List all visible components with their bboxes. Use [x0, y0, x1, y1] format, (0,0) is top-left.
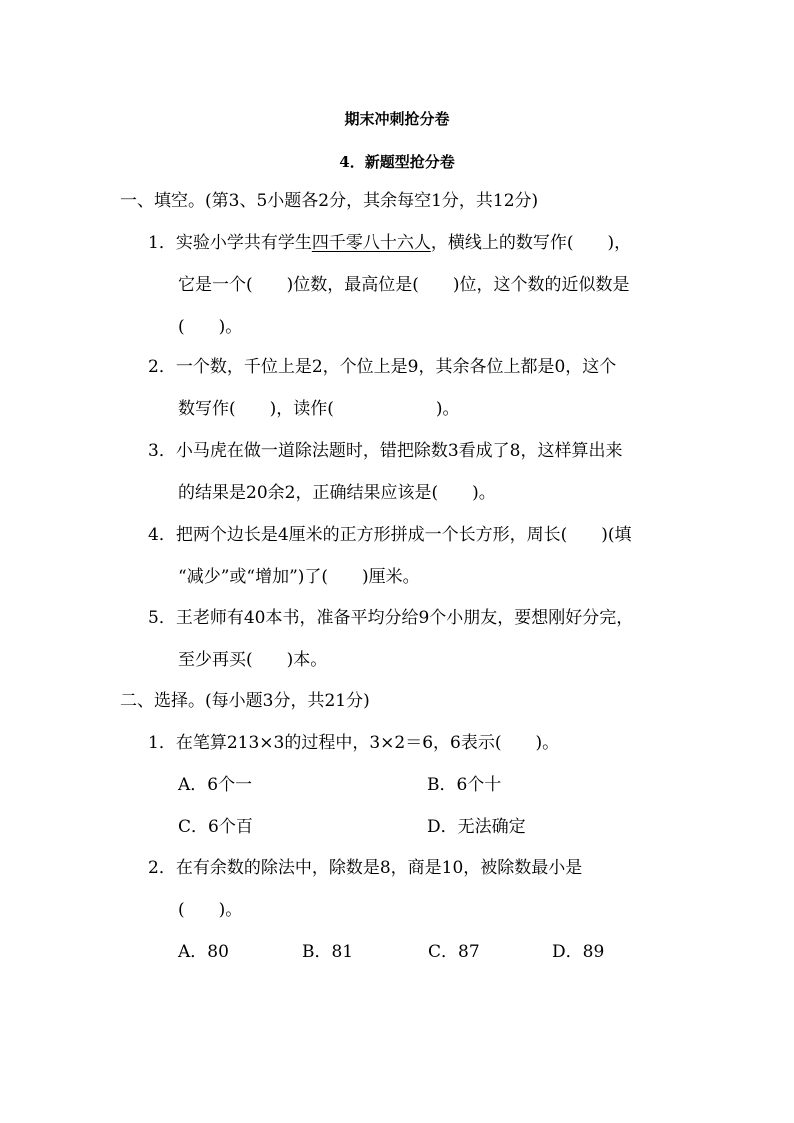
question-line	[148, 231, 631, 255]
option-c: C．87	[428, 942, 480, 962]
option-d: D．无法确定	[427, 817, 526, 837]
question-line: 至少再买( )本。	[178, 650, 328, 670]
section-heading-fill-in: 一、填空。(第3、5小题各2分，其余每空1分，共12分)	[120, 191, 539, 211]
option-c: C．6个百	[178, 817, 253, 837]
option-b: B．81	[302, 942, 354, 962]
option-a: A．80	[178, 942, 229, 962]
question-line: 1．在笔算213×3的过程中，3×2＝6，6表示( )。	[148, 733, 560, 753]
option-b: B．6个十	[427, 775, 502, 795]
underlined-number-text: 四千零八十六人	[311, 233, 431, 253]
question-text: ，横线上的数写作( )，	[430, 233, 632, 253]
exam-title: 期末冲刺抢分卷	[344, 110, 450, 128]
question-line: ( )。	[178, 317, 243, 337]
option-d: D．89	[552, 942, 605, 962]
question-line: 3．小马虎在做一道除法题时，错把除数3看成了8，这样算出来	[148, 441, 623, 461]
question-line: 数写作( )，读作( )。	[178, 399, 460, 419]
question-line: 它是一个( )位数，最高位是( )位，这个数的近似数是	[178, 275, 630, 295]
question-line: 4．把两个边长是4厘米的正方形拼成一个长方形，周长( )(填	[148, 525, 632, 545]
option-a: A．6个一	[178, 775, 253, 795]
question-text: 1．实验小学共有学生	[148, 233, 312, 253]
question-line: 2．在有余数的除法中，除数是8，商是10，被除数最小是	[148, 858, 583, 878]
question-line: ( )。	[178, 900, 243, 920]
question-line: 5．王老师有40本书，准备平均分给9个小朋友，要想刚好分完，	[148, 608, 634, 628]
question-line: 的结果是20余2，正确结果应该是( )。	[178, 483, 496, 503]
section-heading-choice: 二、选择。(每小题3分，共21分)	[120, 691, 370, 711]
question-line: 2．一个数，千位上是2，个位上是9，其余各位上都是0，这个	[148, 357, 617, 377]
question-line: “减少”或“增加”)了( )厘米。	[178, 567, 420, 587]
exam-subtitle: 4．新题型抢分卷	[339, 153, 455, 171]
